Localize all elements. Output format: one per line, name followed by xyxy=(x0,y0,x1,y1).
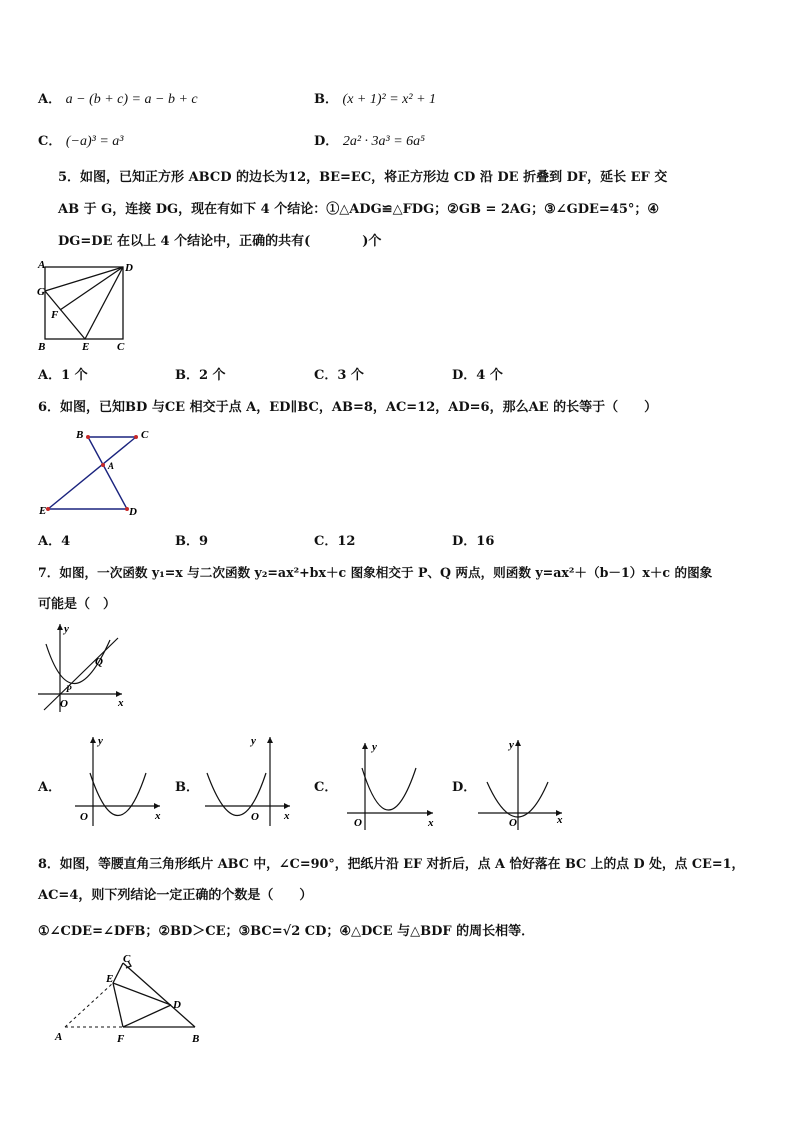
q6-option-d: D．16 xyxy=(452,534,495,549)
q8-label-e: E xyxy=(106,973,114,985)
q8-line1: 8．如图，等腰直角三角形纸片 ABC 中，∠C=90°，把纸片沿 EF 对折后，点 A 恰好落在 BC 上的点 D 处，点 CE=1， xyxy=(38,857,745,872)
q5-label-g: G xyxy=(37,286,45,298)
q4-option-a-expr: a − (b + c) = a − b + c xyxy=(65,92,198,107)
q7-label-p: P xyxy=(66,684,72,694)
q5-line1: 5．如图，已知正方形 ABCD 的边长为12，BE=EC，将正方形边 CD 沿 DE 折叠到 DF，延长 EF 交 xyxy=(58,170,668,185)
q5-option-a: A．1 个 xyxy=(38,368,88,383)
q7-option-b-letter: B． xyxy=(175,780,199,795)
q8-label-f: F xyxy=(117,1033,125,1045)
q7-option-b-x: x xyxy=(284,810,290,822)
q4-option-d-expr: 2a² · 3a³ = 6a⁵ xyxy=(342,134,426,149)
q4-option-a-letter: A． xyxy=(38,92,62,107)
q6-label-e: E xyxy=(39,505,47,517)
q7-option-b-o: O xyxy=(251,811,259,823)
q5-option-b: B．2 个 xyxy=(175,368,226,383)
q7-label-q: Q xyxy=(95,656,103,668)
q6-option-a: A．4 xyxy=(38,534,71,549)
q7-option-c-x: x xyxy=(428,817,434,829)
q8-label-a: A xyxy=(55,1031,63,1043)
q7-option-a-letter: A． xyxy=(38,780,62,795)
q8-line2: AC=4，则下列结论一定正确的个数是（ ） xyxy=(38,888,313,903)
q7-label-x: x xyxy=(118,697,124,709)
q5-label-e: E xyxy=(82,341,90,353)
q5-label-c: C xyxy=(117,341,125,353)
q7-option-a-o: O xyxy=(80,811,88,823)
q6-text: 6．如图，已知BD 与CE 相交于点 A，ED∥BC，AB=8，AC=12，AD=6，那么AE 的长等于（ ） xyxy=(38,400,658,415)
q7-line2: 可能是（ ） xyxy=(38,597,117,612)
q8-line3: ①∠CDE=∠DFB；②BD＞CE；③BC=√2 CD；④△DCE 与△BDF 的周长相等． xyxy=(38,924,535,939)
q4-option-c-letter: C． xyxy=(38,134,62,149)
q6-option-b: B．9 xyxy=(175,534,209,549)
q7-option-d-x: x xyxy=(557,814,563,826)
q8-label-d: D xyxy=(173,999,181,1011)
q5-line2: AB 于 G，连接 DG，现在有如下 4 个结论：①△ADG≌△FDG；②GB = 2AG；③∠GDE=45°；④ xyxy=(58,202,660,217)
q7-line1: 7．如图，一次函数 y₁=x 与二次函数 y₂=ax²+bx＋c 图象相交于 P、Q 两点，则函数 y=ax²＋（b－1）x＋c 的图象 xyxy=(38,565,713,580)
q4-option-b-letter: B． xyxy=(314,92,338,107)
q7-option-c-letter: C． xyxy=(314,780,338,795)
q5-line3: DG=DE 在以上 4 个结论中，正确的共有( )个 xyxy=(58,234,382,249)
q6-option-c: C．12 xyxy=(314,534,356,549)
q8-label-c: C xyxy=(123,953,131,965)
q8-dashed-ae xyxy=(65,983,113,1027)
q6-label-d: D xyxy=(129,506,137,518)
q7-option-c-y: y xyxy=(372,741,377,753)
q7-option-b-y: y xyxy=(251,735,256,747)
q7-option-a-x: x xyxy=(155,810,161,822)
q5-label-d: D xyxy=(125,262,133,274)
q6-label-b: B xyxy=(76,429,84,441)
q7-option-c-o: O xyxy=(354,817,362,829)
q5-label-a: A xyxy=(38,259,46,271)
q7-option-d-y: y xyxy=(509,739,514,751)
q7-option-a-y: y xyxy=(98,735,103,747)
q5-label-b: B xyxy=(38,341,46,353)
q5-option-c: C．3 个 xyxy=(314,368,364,383)
q8-line-ed xyxy=(113,983,171,1005)
q8-line-fd xyxy=(123,1005,171,1027)
q8-label-b: B xyxy=(192,1033,200,1045)
q4-option-d-letter: D． xyxy=(314,134,339,149)
q6-label-a: A xyxy=(108,461,115,471)
q6-label-c: C xyxy=(141,429,149,441)
q5-option-d: D．4 个 xyxy=(452,368,503,383)
q7-label-o: O xyxy=(60,698,68,710)
q5-label-f: F xyxy=(51,309,59,321)
q4-option-b-expr: (x + 1)² = x² + 1 xyxy=(342,92,437,107)
q8-side-cb xyxy=(123,963,195,1027)
q7-option-d-letter: D． xyxy=(452,780,477,795)
q8-side-ce xyxy=(113,963,123,983)
q7-label-y: y xyxy=(64,623,69,635)
q8-line-ef xyxy=(113,983,123,1027)
q7-option-d-o: O xyxy=(509,817,517,829)
q4-option-c-expr: (−a)³ = a³ xyxy=(65,134,124,149)
